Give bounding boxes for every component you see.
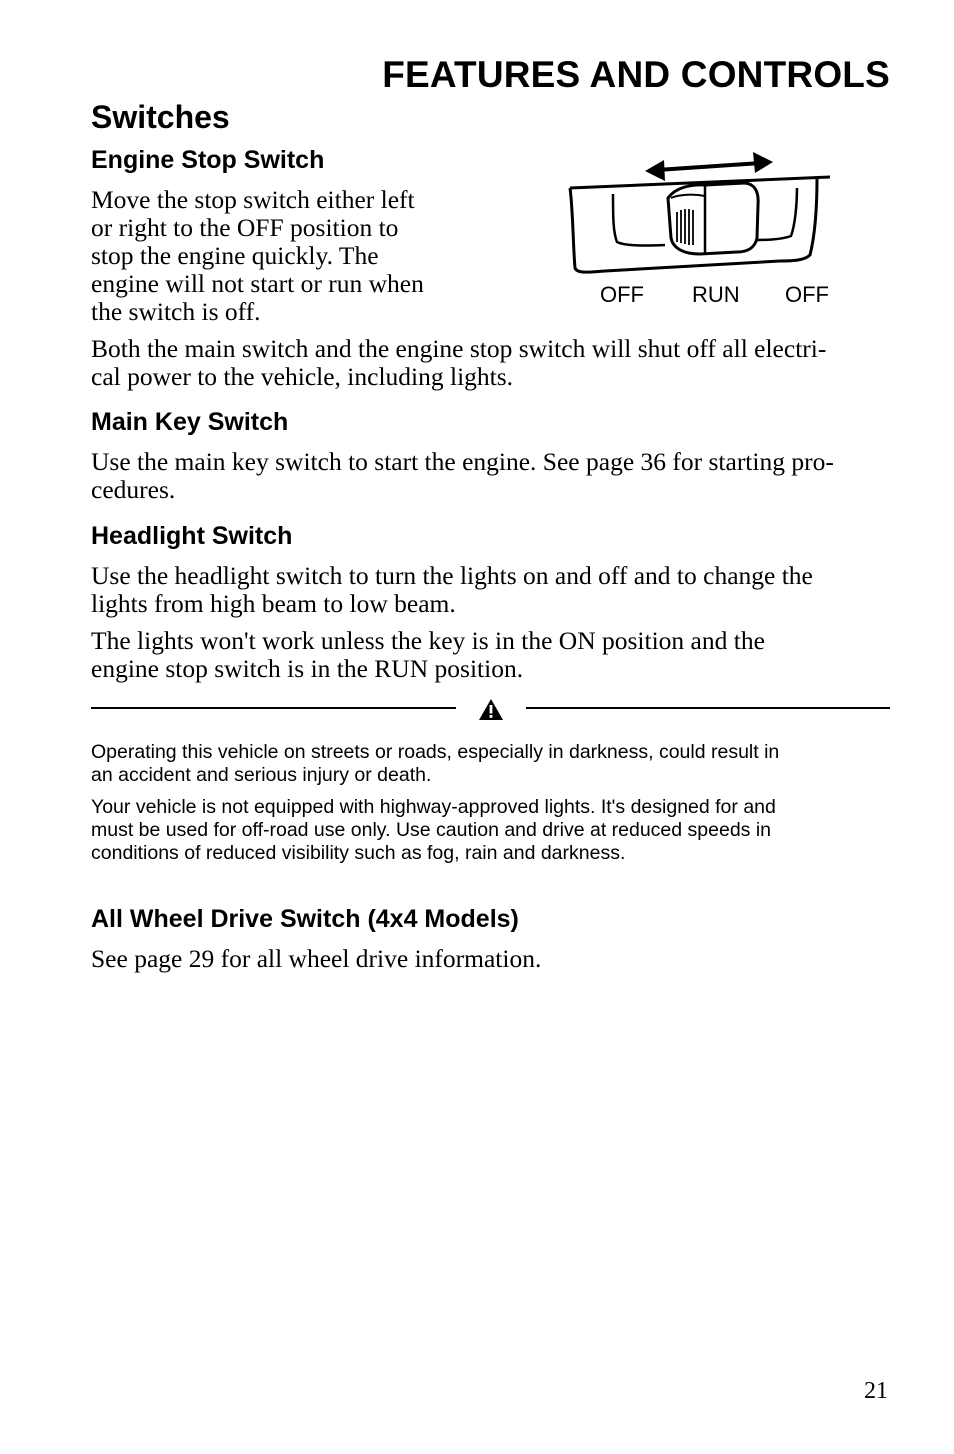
engine-stop-heading: Engine Stop Switch bbox=[91, 146, 325, 174]
double-arrow-icon bbox=[645, 152, 773, 181]
text-line: engine will not start or run when bbox=[91, 269, 424, 298]
text-line: an accident and serious injury or death. bbox=[91, 764, 432, 786]
headlight-para-2 bbox=[91, 627, 891, 683]
text-line: or right to the OFF position to bbox=[91, 213, 399, 242]
awd-heading: All Wheel Drive Switch (4x4 Models) bbox=[91, 905, 519, 933]
text-line: Use the headlight switch to turn the lights on and off and to change the bbox=[91, 561, 813, 590]
warning-rule-right bbox=[526, 707, 890, 709]
text-line: stop the engine quickly. The bbox=[91, 241, 379, 270]
main-key-heading: Main Key Switch bbox=[91, 408, 289, 436]
text-line: conditions of reduced visibility such as fog, rain and darkness. bbox=[91, 842, 626, 864]
engine-stop-body bbox=[91, 186, 461, 326]
text-line: the switch is off. bbox=[91, 297, 261, 326]
text-line: Use the main key switch to start the engine. See page 36 for starting pro- bbox=[91, 447, 834, 476]
text-line: cedures. bbox=[91, 475, 176, 504]
text-line: must be used for off-road use only. Use caution and drive at reduced speeds in bbox=[91, 819, 772, 841]
main-key-body bbox=[91, 448, 891, 504]
text-line: Move the stop switch either left bbox=[91, 185, 415, 214]
text-line: engine stop switch is in the RUN position. bbox=[91, 654, 524, 683]
text-line: Operating this vehicle on streets or roads, especially in darkness, could result in bbox=[91, 741, 780, 763]
warning-para-2 bbox=[91, 796, 891, 865]
text-line: Both the main switch and the engine stop switch will shut off all electri- bbox=[91, 334, 827, 363]
text-line: lights from high beam to low beam. bbox=[91, 589, 456, 618]
text-line: Your vehicle is not equipped with highway-approved lights. It's designed for and bbox=[91, 796, 776, 818]
warning-triangle-icon bbox=[478, 698, 504, 722]
headlight-para-1 bbox=[91, 562, 891, 618]
text-line: cal power to the vehicle, including lights. bbox=[91, 362, 514, 391]
page-number: 21 bbox=[864, 1378, 888, 1404]
section-title: Switches bbox=[91, 99, 230, 135]
headlight-heading: Headlight Switch bbox=[91, 522, 293, 550]
warning-para-1 bbox=[91, 741, 891, 787]
figure-label-off-left: OFF bbox=[600, 282, 644, 307]
figure-label-run: RUN bbox=[692, 282, 740, 307]
text-line: The lights won't work unless the key is in the ON position and the bbox=[91, 626, 765, 655]
chapter-title: FEATURES AND CONTROLS bbox=[382, 54, 890, 95]
figure-label-off-right: OFF bbox=[785, 282, 829, 307]
awd-body: See page 29 for all wheel drive information. bbox=[91, 944, 542, 973]
engine-stop-note bbox=[91, 335, 891, 391]
warning-rule-left bbox=[91, 707, 456, 709]
rocker-knob bbox=[668, 183, 758, 254]
